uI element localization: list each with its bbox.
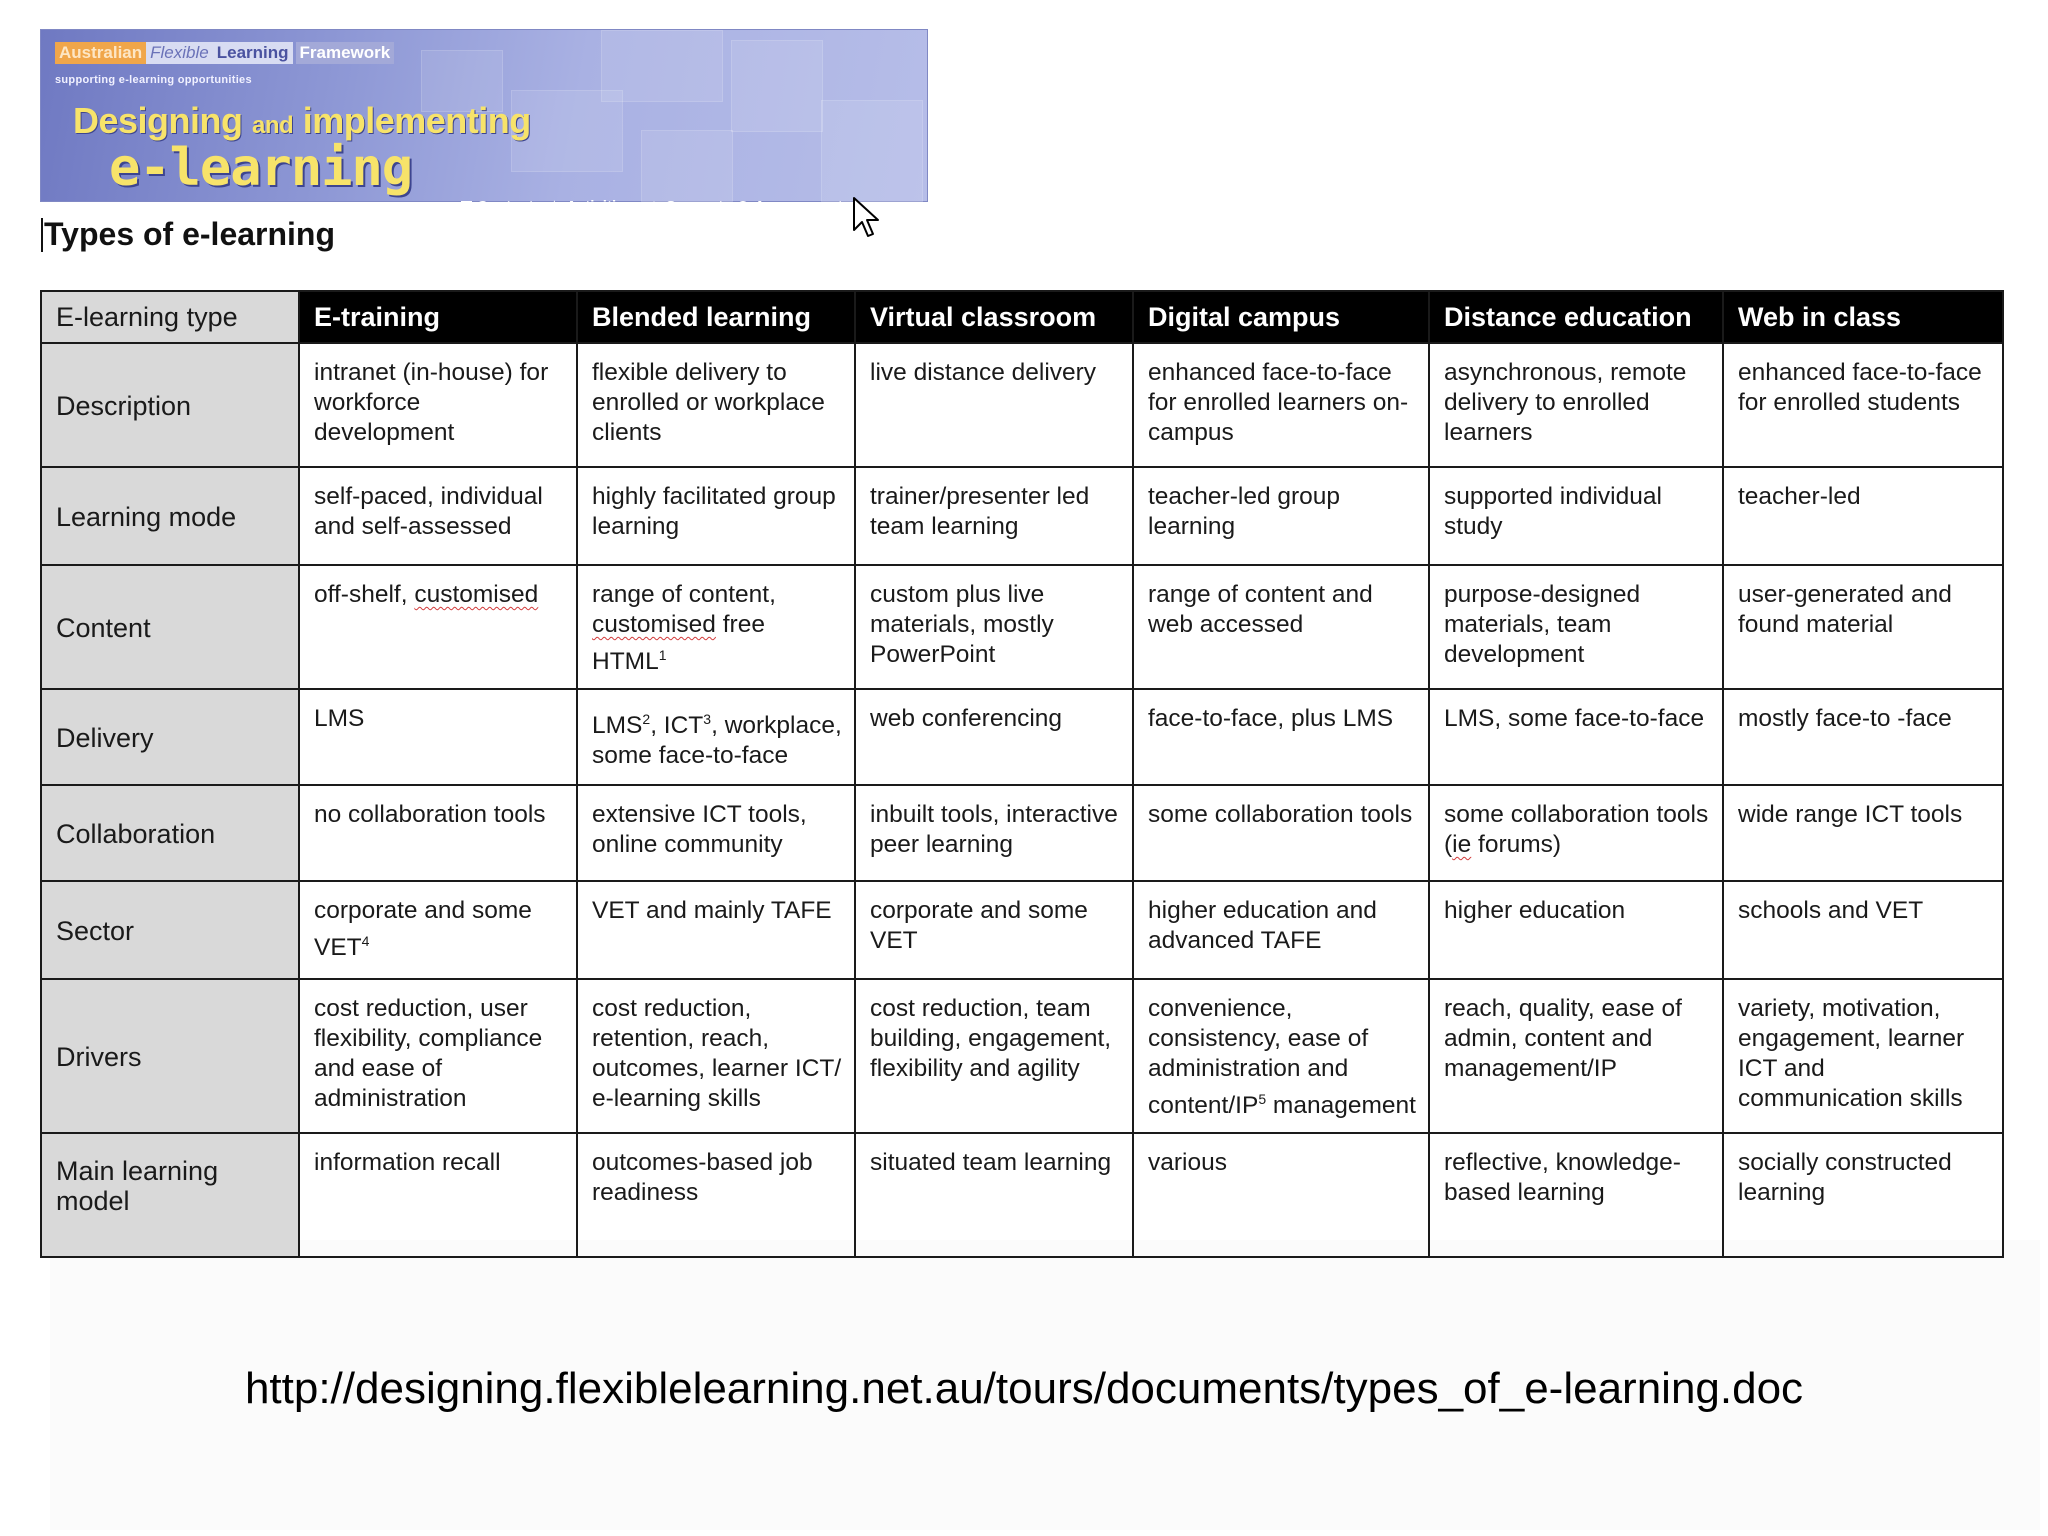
table-cell: various <box>1133 1133 1429 1257</box>
square-icon <box>461 201 472 212</box>
mouse-pointer-icon <box>852 196 882 240</box>
nav-assessment[interactable] <box>737 198 842 215</box>
spellcheck-marked-word: customised <box>414 581 539 608</box>
table-cell: purpose-designed materials, team development <box>1429 565 1723 689</box>
table-corner-header: E-learning type <box>41 291 299 343</box>
table-cell: user-generated and found material <box>1723 565 2003 689</box>
banner-title-word: Designing <box>73 100 243 141</box>
table-cell: cost reduction, team building, engagement, flexibility and agility <box>855 979 1133 1133</box>
table-cell: range of content and web accessed <box>1133 565 1429 689</box>
table-cell: asynchronous, remote delivery to enrolled learners <box>1429 343 1723 467</box>
framework-word: Framework <box>296 42 395 64</box>
table-cell: situated team learning <box>855 1133 1133 1257</box>
banner-tagline: supporting e-learning opportunities <box>55 74 252 86</box>
table-cell: higher education and advanced TAFE <box>1133 881 1429 979</box>
framework-word: Learning <box>213 42 293 64</box>
column-header: Distance education <box>1429 291 1723 343</box>
table-cell: extensive ICT tools, online community <box>577 785 855 881</box>
table-cell: custom plus live materials, mostly PowerPoint <box>855 565 1133 689</box>
source-url[interactable]: http://designing.flexiblelearning.net.au/tours/documents/types_of_e-learning.doc <box>244 1364 1804 1413</box>
framework-word: Australian <box>55 42 146 64</box>
table-cell: live distance delivery <box>855 343 1133 467</box>
banner-image <box>40 29 928 215</box>
table-cell: corporate and some VET$^4$ <box>299 881 577 979</box>
table-cell: information recall <box>299 1133 577 1257</box>
footnote-marker: 3 <box>703 711 712 727</box>
table-cell: mostly face-to -face <box>1723 689 2003 785</box>
table-cell: web conferencing <box>855 689 1133 785</box>
table-cell: highly facilitated group learning <box>577 467 855 565</box>
table-row <box>41 467 2003 565</box>
table-row <box>41 881 2003 979</box>
footnote-marker: 1 <box>658 647 667 663</box>
table-cell: corporate and some VET <box>855 881 1133 979</box>
framework-word: Flexible <box>146 42 213 64</box>
nav-content[interactable] <box>461 198 534 215</box>
text-caret <box>41 218 43 252</box>
table-cell: supported individual study <box>1429 467 1723 565</box>
banner-subtitle: e-learning <box>109 138 413 198</box>
banner-title-word: implementing <box>302 100 531 141</box>
row-header: Content <box>41 565 299 689</box>
table-cell: LMS, some face-to-face <box>1429 689 1723 785</box>
row-header: Drivers <box>41 979 299 1133</box>
table-cell: LMS$^2$, ICT$^3$, workplace, some face-to-face <box>577 689 855 785</box>
table-cell: higher education <box>1429 881 1723 979</box>
table-cell: off-shelf, customised <box>299 565 577 689</box>
circle-icon <box>737 201 749 213</box>
row-header: Sector <box>41 881 299 979</box>
column-header: Virtual classroom <box>855 291 1133 343</box>
table-cell: no collaboration tools <box>299 785 577 881</box>
nav-label: Activities <box>566 198 633 215</box>
table-cell: VET and mainly TAFE <box>577 881 855 979</box>
nav-label: Content <box>477 198 534 215</box>
document-heading: Types of e-learning <box>44 216 336 252</box>
row-header: Description <box>41 343 299 467</box>
table-row <box>41 565 2003 689</box>
table-cell: wide range ICT tools <box>1723 785 2003 881</box>
footnote-marker: 2 <box>642 711 651 727</box>
table-cell: cost reduction, user flexibility, compliance and ease of administration <box>299 979 577 1133</box>
nav-label: Support <box>665 198 724 215</box>
table-cell: some collaboration tools <box>1133 785 1429 881</box>
column-header: Web in class <box>1723 291 2003 343</box>
table-cell: reach, quality, ease of admin, content and management/IP <box>1429 979 1723 1133</box>
table-header-row <box>41 291 2003 343</box>
table-cell: inbuilt tools, interactive peer learning <box>855 785 1133 881</box>
row-header: Collaboration <box>41 785 299 881</box>
table-row <box>41 979 2003 1133</box>
framework-logo <box>55 42 394 64</box>
table-cell: reflective, knowledge-based learning <box>1429 1133 1723 1257</box>
elearning-types-table <box>40 290 2004 1258</box>
table-cell: enhanced face-to-face for enrolled students <box>1723 343 2003 467</box>
nav-activities[interactable] <box>548 198 633 215</box>
table-cell: schools and VET <box>1723 881 2003 979</box>
nav-support[interactable] <box>647 198 724 215</box>
banner-nav <box>461 198 843 215</box>
table-cell: enhanced face-to-face for enrolled learners on-campus <box>1133 343 1429 467</box>
table-cell: convenience, consistency, ease of administration and content/$IP^5$ management <box>1133 979 1429 1133</box>
table-cell: teacher-led group learning <box>1133 467 1429 565</box>
table-cell: LMS <box>299 689 577 785</box>
star-icon: ★ <box>547 198 562 215</box>
table-cell: some collaboration tools (ie forums) <box>1429 785 1723 881</box>
table-cell: range of content, customised free HTML$^1$ <box>577 565 855 689</box>
table-cell: intranet (in-house) for workforce development <box>299 343 577 467</box>
spellcheck-marked-word: ie <box>1452 831 1472 858</box>
table-cell: self-paced, individual and self-assessed <box>299 467 577 565</box>
footnote-marker: 5 <box>1258 1091 1267 1107</box>
footnote-marker: 4 <box>361 933 370 949</box>
table-row <box>41 1133 2003 1257</box>
column-header: Digital campus <box>1133 291 1429 343</box>
row-header: Delivery <box>41 689 299 785</box>
table-cell: cost reduction, retention, reach, outcomes, learner ICT/ e-learning skills <box>577 979 855 1133</box>
row-header: Learning mode <box>41 467 299 565</box>
table-cell: teacher-led <box>1723 467 2003 565</box>
table-cell: face-to-face, plus LMS <box>1133 689 1429 785</box>
table-cell: outcomes-based job readiness <box>577 1133 855 1257</box>
column-header: E-training <box>299 291 577 343</box>
banner-title-word: and <box>252 112 294 139</box>
table-cell: trainer/presenter led team learning <box>855 467 1133 565</box>
table-row <box>41 785 2003 881</box>
spellcheck-marked-word: customised <box>592 611 716 638</box>
nav-label: Assessment <box>754 198 843 215</box>
row-header: Main learning model <box>41 1133 299 1257</box>
table-row <box>41 343 2003 467</box>
table-cell: socially constructed learning <box>1723 1133 2003 1257</box>
banner-title <box>73 100 531 142</box>
table-cell: variety, motivation, engagement, learner ICT and communication skills <box>1723 979 2003 1133</box>
triangle-icon <box>647 201 661 213</box>
table-cell: flexible delivery to enrolled or workplace clients <box>577 343 855 467</box>
column-header: Blended learning <box>577 291 855 343</box>
table-row <box>41 689 2003 785</box>
